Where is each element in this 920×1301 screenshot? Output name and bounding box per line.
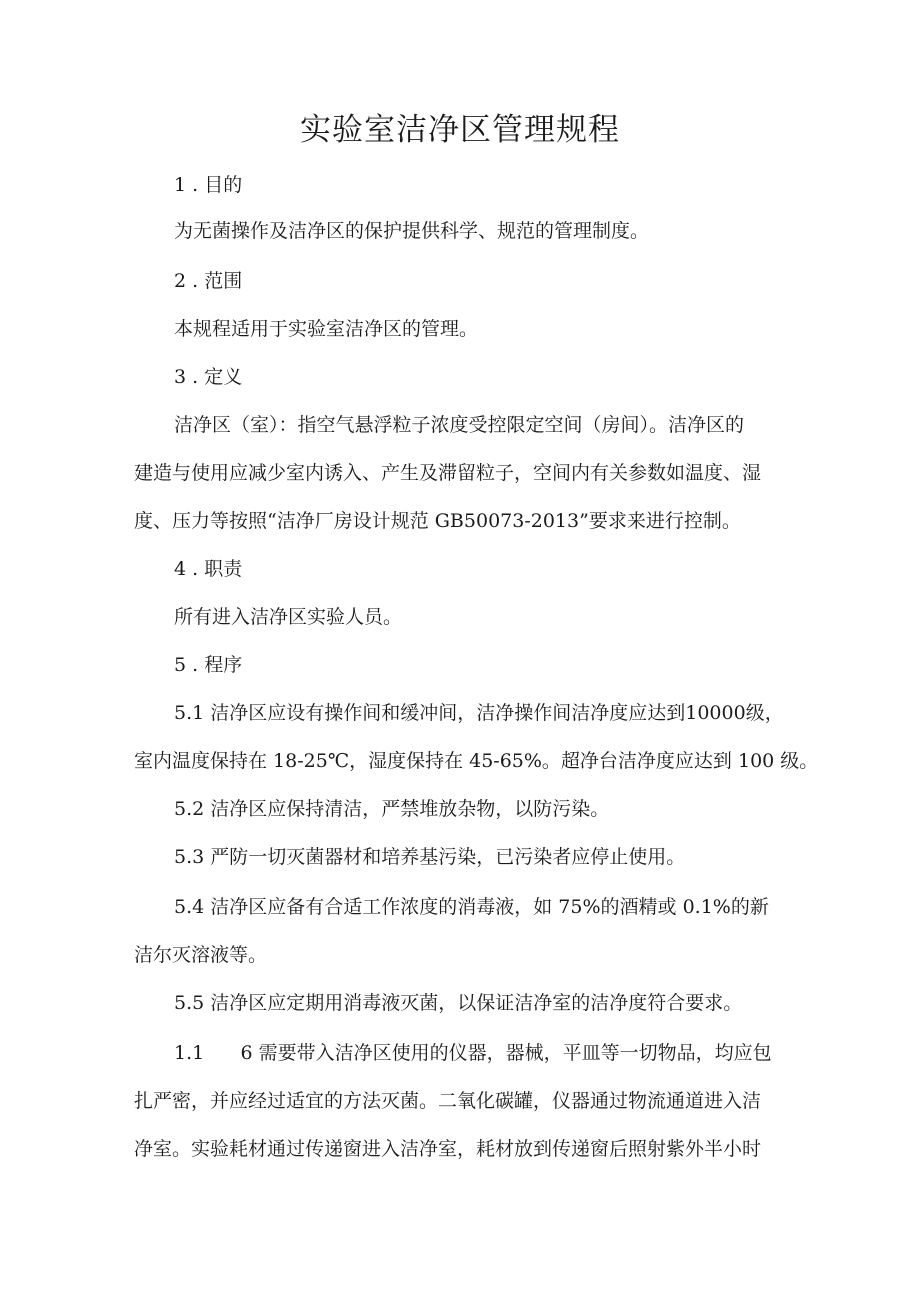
paragraph-definition-line-3: 度、压力等按照“洁净厂房设计规范 GB50073-2013”要求来进行控制。 [134, 510, 741, 532]
procedure-5-5: 5.5 洁净区应定期用消毒液灭菌，以保证洁净室的洁净度符合要求。 [174, 992, 743, 1014]
procedure-5-2: 5.2 洁净区应保持清洁，严禁堆放杂物，以防污染。 [174, 798, 610, 820]
procedure-1-1-line-2: 扎严密，并应经过适宜的方法灭菌。二氧化碳罐，仪器通过物流通道进入洁 [134, 1090, 762, 1112]
section-heading-responsibility: 4 . 职责 [174, 558, 243, 580]
paragraph-definition-line-2: 建造与使用应减少室内诱入、产生及滞留粒子，空间内有关参数如温度、湿 [134, 462, 762, 484]
procedure-5-3: 5.3 严防一切灭菌器材和培养基污染，已污染者应停止使用。 [174, 846, 686, 868]
procedure-1-1-line-1: 1.1 6 需要带入洁净区使用的仪器，器械，平皿等一切物品，均应包 [174, 1042, 772, 1064]
section-heading-definition: 3 . 定义 [174, 366, 243, 388]
paragraph-responsibility: 所有进入洁净区实验人员。 [174, 606, 403, 628]
procedure-5-4-line-2: 洁尔灭溶液等。 [134, 944, 268, 966]
procedure-5-4-line-1: 5.4 洁净区应备有合适工作浓度的消毒液，如 75%的酒精或 0.1%的新 [174, 896, 769, 918]
paragraph-definition-line-1: 洁净区（室）：指空气悬浮粒子浓度受控限定空间（房间）。洁净区的 [174, 414, 745, 436]
document-title: 实验室洁净区管理规程 [300, 112, 620, 148]
procedure-1-1-line-3: 净室。实验耗材通过传递窗进入洁净室，耗材放到传递窗后照射紫外半小时 [134, 1138, 762, 1160]
procedure-5-1-line-2: 室内温度保持在 18-25℃，湿度保持在 45-65%。超净台洁净度应达到 100 级。 [134, 750, 819, 772]
section-heading-procedure: 5 . 程序 [174, 654, 243, 676]
section-heading-purpose: 1 . 目的 [174, 174, 243, 196]
procedure-5-1-line-1: 5.1 洁净区应设有操作间和缓冲间，洁净操作间洁净度应达到10000级， [174, 702, 784, 724]
paragraph-purpose: 为无菌操作及洁净区的保护提供科学、规范的管理制度。 [174, 220, 650, 242]
section-heading-scope: 2 . 范围 [174, 270, 243, 292]
paragraph-scope: 本规程适用于实验室洁净区的管理。 [174, 318, 479, 340]
